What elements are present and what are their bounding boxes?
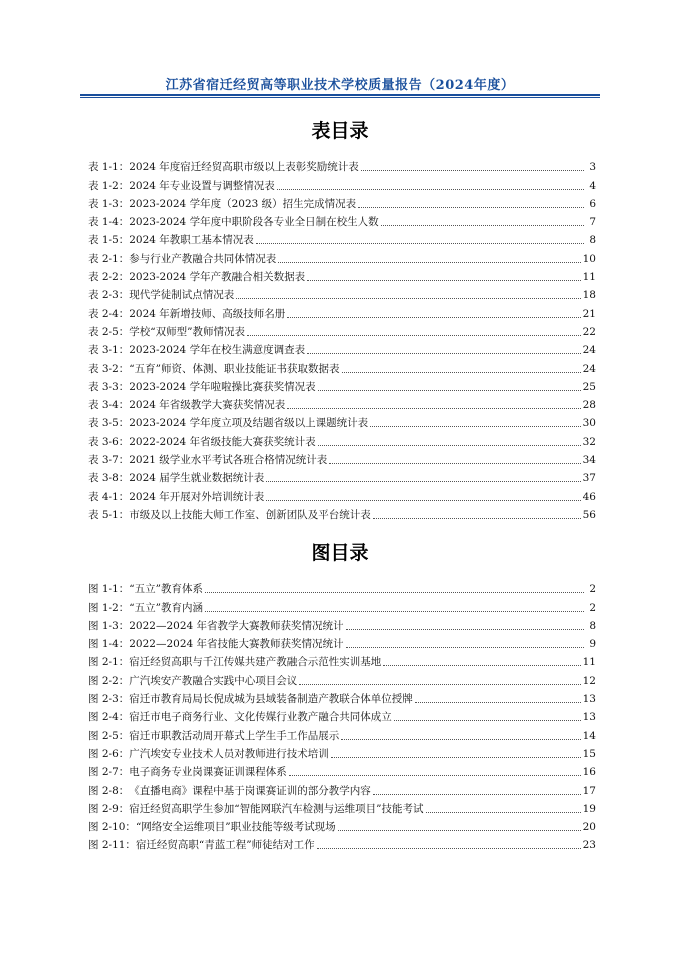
table-entry-label: 表 5-1： <box>88 508 130 521</box>
figure-entry-label: 图 2-3： <box>88 693 130 706</box>
figure-entry-page-number: 17 <box>582 784 596 797</box>
dot-leader <box>361 170 584 171</box>
table-entry-title: 2023-2024 学年啦啦操比赛获奖情况表 <box>129 380 316 393</box>
table-entry-label: 表 3-7： <box>88 454 130 467</box>
dot-leader <box>317 848 581 849</box>
table-entry-label: 表 3-2： <box>88 362 130 375</box>
figure-entry-title: 宿迁经贸高职学生参加“智能网联汽车检测与运维项目”技能考试 <box>129 802 424 815</box>
figure-entry-label: 图 2-8： <box>88 784 130 797</box>
table-entry-page-number: 8 <box>589 234 596 247</box>
figure-entry-page-number: 2 <box>589 601 596 614</box>
figure-toc-entry[interactable] <box>88 761 596 779</box>
table-entry-page-number: 6 <box>589 197 596 210</box>
table-entry-page-number: 4 <box>589 179 596 192</box>
figure-entry-page-number: 14 <box>582 729 596 742</box>
figure-entry-label: 图 2-4： <box>88 711 130 724</box>
figure-entry-page-number: 13 <box>582 711 596 724</box>
figure-entry-page-number: 20 <box>582 821 596 834</box>
table-entry-label: 表 1-5： <box>88 234 130 247</box>
table-entry-label: 表 1-4： <box>88 216 130 229</box>
dot-leader <box>342 372 581 373</box>
table-entry-label: 表 2-4： <box>88 307 130 320</box>
table-toc-entry[interactable] <box>88 357 596 375</box>
dot-leader <box>346 629 584 630</box>
table-toc-entry[interactable] <box>88 504 596 522</box>
dot-leader <box>318 445 581 446</box>
table-entry-label: 表 2-3： <box>88 289 130 302</box>
figure-toc-entry[interactable] <box>88 706 596 724</box>
table-entry-page-number: 24 <box>582 344 596 357</box>
dot-leader <box>287 317 580 318</box>
table-entry-title: 2023-2024 学年度立项及结题省级以上课题统计表 <box>129 417 369 430</box>
table-toc-entry[interactable] <box>88 174 596 192</box>
table-toc-entry[interactable] <box>88 449 596 467</box>
table-entry-label: 表 3-4： <box>88 399 130 412</box>
dot-leader <box>373 518 581 519</box>
table-toc-entry[interactable] <box>88 156 596 174</box>
figure-entry-title: “网络安全运维项目”职业技能等级考试现场 <box>135 821 336 834</box>
figure-entry-title: “五立”教育体系 <box>129 583 203 596</box>
dot-leader <box>383 665 580 666</box>
table-entry-page-number: 25 <box>582 380 596 393</box>
dot-leader <box>256 243 584 244</box>
table-entry-label: 表 1-1： <box>88 161 130 174</box>
table-entry-title: 参与行业产教融合共同体情况表 <box>129 252 277 265</box>
figure-entry-page-number: 12 <box>582 674 596 687</box>
dot-leader <box>381 225 584 226</box>
figure-entry-page-number: 13 <box>582 693 596 706</box>
table-toc-entry[interactable] <box>88 247 596 265</box>
figure-toc-entry[interactable] <box>88 615 596 633</box>
dot-leader <box>236 298 580 299</box>
table-entry-page-number: 30 <box>582 417 596 430</box>
figure-entry-label: 图 2-5： <box>88 729 130 742</box>
figure-entry-page-number: 9 <box>589 638 596 651</box>
table-entry-title: “五育”师资、体测、职业技能证书获取数据表 <box>129 362 340 375</box>
figure-toc-entry[interactable] <box>88 816 596 834</box>
dot-leader <box>277 189 584 190</box>
table-toc-entry[interactable] <box>88 467 596 485</box>
figure-entry-label: 图 1-4： <box>88 638 130 651</box>
table-entry-title: 2024 年度宿迁经贸高职市级以上表彰奖励统计表 <box>129 161 359 174</box>
figure-entry-label: 图 1-1： <box>88 583 130 596</box>
table-entry-label: 表 2-1： <box>88 252 130 265</box>
table-entry-page-number: 3 <box>589 161 596 174</box>
figure-entry-title: 宿迁市职教活动周开幕式上学生手工作品展示 <box>129 729 340 742</box>
figure-toc-entry[interactable] <box>88 724 596 742</box>
dot-leader <box>266 500 580 501</box>
table-toc-entry[interactable] <box>88 211 596 229</box>
dot-leader <box>318 390 581 391</box>
table-entry-label: 表 1-2： <box>88 179 130 192</box>
figure-entry-label: 图 2-7： <box>88 766 130 779</box>
figure-toc-entry[interactable] <box>88 798 596 816</box>
table-entry-label: 表 3-1： <box>88 344 130 357</box>
table-entry-page-number: 21 <box>582 307 596 320</box>
figure-entry-page-number: 16 <box>582 766 596 779</box>
figure-entry-page-number: 2 <box>589 583 596 596</box>
dot-leader <box>287 408 580 409</box>
table-toc-entry[interactable] <box>88 412 596 430</box>
header-rule <box>80 94 600 98</box>
figures-toc-list <box>88 578 596 852</box>
dot-leader <box>426 812 581 813</box>
table-entry-title: 2024 届学生就业数据统计表 <box>129 472 265 485</box>
table-entry-label: 表 4-1： <box>88 490 130 503</box>
table-toc-entry[interactable] <box>88 339 596 357</box>
figure-toc-entry[interactable] <box>88 743 596 761</box>
table-entry-page-number: 32 <box>582 435 596 448</box>
table-entry-title: 2024 年新增技师、高级技师名册 <box>129 307 286 320</box>
figure-entry-label: 图 2-11： <box>88 839 136 852</box>
table-toc-entry[interactable] <box>88 376 596 394</box>
table-toc-entry[interactable] <box>88 321 596 339</box>
figure-entry-title: 电子商务专业岗课赛证训课程体系 <box>129 766 287 779</box>
figure-entry-label: 图 2-2： <box>88 674 130 687</box>
dot-leader <box>266 481 580 482</box>
table-entry-title: 现代学徒制试点情况表 <box>129 289 235 302</box>
figure-entry-title: 宿迁市电子商务行业、文化传媒行业教产融合共同体成立 <box>129 711 392 724</box>
figure-entry-page-number: 19 <box>582 802 596 815</box>
table-entry-label: 表 3-5： <box>88 417 130 430</box>
table-entry-title: 2024 年省级教学大赛获奖情况表 <box>129 399 286 412</box>
table-toc-entry[interactable] <box>88 485 596 503</box>
figure-entry-label: 图 2-6： <box>88 747 130 760</box>
figure-toc-entry[interactable] <box>88 688 596 706</box>
figure-entry-title: 广汽埃安产教融合实践中心项目会议 <box>129 674 298 687</box>
figure-entry-label: 图 1-3： <box>88 619 130 632</box>
table-entry-page-number: 10 <box>582 252 596 265</box>
table-entry-page-number: 37 <box>582 472 596 485</box>
figure-entry-title: 《直播电商》课程中基于岗课赛证训的部分教学内容 <box>129 784 371 797</box>
figure-entry-label: 图 2-10： <box>88 821 136 834</box>
table-toc-entry[interactable] <box>88 284 596 302</box>
table-entry-title: 2024 年教职工基本情况表 <box>129 234 254 247</box>
table-entry-title: 2023-2024 学年在校生满意度调查表 <box>129 344 306 357</box>
dot-leader <box>299 684 580 685</box>
dot-leader <box>373 794 581 795</box>
dot-leader <box>370 426 581 427</box>
table-toc-entry[interactable] <box>88 266 596 284</box>
table-entry-label: 表 3-3： <box>88 380 130 393</box>
figure-entry-title: 2022—2024 年省技能大赛教师获奖情况统计 <box>129 638 344 651</box>
table-entry-page-number: 7 <box>589 216 596 229</box>
dot-leader <box>331 757 581 758</box>
figure-entry-page-number: 23 <box>582 839 596 852</box>
table-entry-label: 表 2-2： <box>88 271 130 284</box>
figure-toc-entry[interactable] <box>88 779 596 797</box>
figure-toc-entry[interactable] <box>88 578 596 596</box>
table-toc-entry[interactable] <box>88 430 596 448</box>
table-entry-label: 表 3-6： <box>88 435 130 448</box>
figure-entry-label: 图 2-9： <box>88 802 130 815</box>
table-entry-title: 2021 级学业水平考试各班合格情况统计表 <box>129 454 328 467</box>
table-entry-title: 2024 年专业设置与调整情况表 <box>129 179 275 192</box>
dot-leader <box>358 207 584 208</box>
table-toc-entry[interactable] <box>88 193 596 211</box>
table-entry-page-number: 28 <box>582 399 596 412</box>
table-toc-entry[interactable] <box>88 229 596 247</box>
figure-entry-title: 广汽埃安专业技术人员对教师进行技术培训 <box>129 747 329 760</box>
tables-toc-heading: 表目录 <box>311 120 369 142</box>
table-entry-title: 2023-2024 学年度（2023 级）招生完成情况表 <box>129 197 357 210</box>
figure-entry-page-number: 11 <box>582 656 596 669</box>
figure-entry-title: “五立”教育内涵 <box>129 601 203 614</box>
table-entry-page-number: 46 <box>582 490 596 503</box>
figure-toc-entry[interactable] <box>88 669 596 687</box>
figure-entry-label: 图 2-1： <box>88 656 130 669</box>
dot-leader <box>205 592 584 593</box>
figure-toc-entry[interactable] <box>88 651 596 669</box>
figure-toc-entry[interactable] <box>88 633 596 651</box>
table-entry-page-number: 34 <box>582 454 596 467</box>
table-entry-label: 表 2-5： <box>88 325 130 338</box>
dot-leader <box>289 775 581 776</box>
dot-leader <box>247 335 581 336</box>
table-entry-label: 表 1-3： <box>88 197 130 210</box>
table-entry-page-number: 22 <box>582 325 596 338</box>
tables-toc-list <box>88 156 596 522</box>
figure-toc-entry[interactable] <box>88 834 596 852</box>
figure-entry-page-number: 15 <box>582 747 596 760</box>
dot-leader <box>415 702 581 703</box>
dot-leader <box>346 647 584 648</box>
table-entry-page-number: 18 <box>582 289 596 302</box>
figure-entry-page-number: 8 <box>589 619 596 632</box>
table-entry-title: 2022-2024 年省级技能大赛获奖统计表 <box>129 435 316 448</box>
dot-leader <box>307 280 581 281</box>
figure-entry-title: 宿迁经贸高职“青蓝工程”师徒结对工作 <box>135 839 315 852</box>
table-entry-title: 市级及以上技能大师工作室、创新团队及平台统计表 <box>129 508 371 521</box>
dot-leader <box>338 830 581 831</box>
table-entry-title: 2023-2024 学年产教融合相关数据表 <box>129 271 306 284</box>
dot-leader <box>394 720 581 721</box>
table-entry-title: 2024 年开展对外培训统计表 <box>129 490 265 503</box>
table-entry-title: 2023-2024 学年度中职阶段各专业全日制在校生人数 <box>129 216 379 229</box>
table-entry-page-number: 56 <box>582 508 596 521</box>
table-toc-entry[interactable] <box>88 394 596 412</box>
figure-toc-entry[interactable] <box>88 596 596 614</box>
dot-leader <box>278 262 580 263</box>
table-toc-entry[interactable] <box>88 302 596 320</box>
figure-entry-label: 图 1-2： <box>88 601 130 614</box>
dot-leader <box>307 353 581 354</box>
figure-entry-title: 2022—2024 年省教学大赛教师获奖情况统计 <box>129 619 344 632</box>
figure-entry-title: 宿迁市教育局局长倪成城为县域装备制造产教联合体单位授牌 <box>129 693 413 706</box>
report-header-title: 江苏省宿迁经贸高等职业技术学校质量报告（2024年度） <box>165 78 515 93</box>
table-entry-page-number: 11 <box>582 271 596 284</box>
table-entry-title: 学校“双师型”教师情况表 <box>129 325 245 338</box>
table-entry-label: 表 3-8： <box>88 472 130 485</box>
dot-leader <box>341 739 580 740</box>
figure-entry-title: 宿迁经贸高职与千江传媒共建产教融合示范性实训基地 <box>129 656 382 669</box>
figures-toc-heading: 图目录 <box>311 542 369 564</box>
dot-leader <box>205 611 584 612</box>
dot-leader <box>329 463 580 464</box>
table-entry-page-number: 24 <box>582 362 596 375</box>
